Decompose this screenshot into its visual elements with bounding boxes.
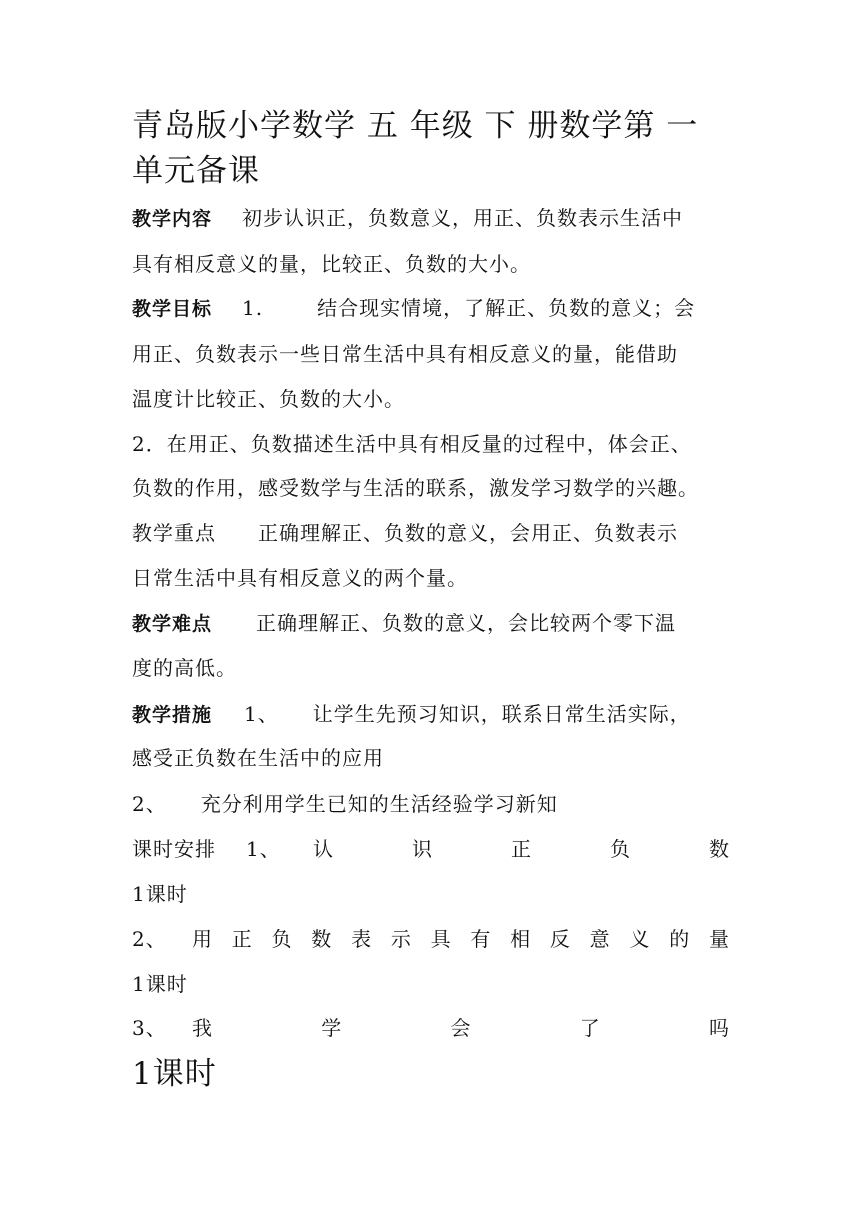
teaching-focus-row [132,518,730,548]
schedule-item-2-char: 表 [351,927,373,951]
teaching-goals-number-1: 1. [242,296,264,320]
schedule-item-3-char: 学 [321,1016,343,1040]
schedule-item-1-char: 数 [709,837,730,861]
teaching-difficulty-text-2: 度的高低。 [132,656,237,680]
schedule-item-3-title [192,1013,730,1043]
document-title-line-2: 单元备课 [132,153,260,189]
schedule-item-1-char: 负 [610,837,631,861]
schedule-row-3 [132,1013,730,1043]
document-title-line-1: 青岛版小学数学 五 年级 下 册数学第 一 [132,108,699,144]
schedule-item-2-char: 正 [231,927,253,951]
teaching-focus-label: 教学重点 [132,521,216,545]
teaching-focus-text-2: 日常生活中具有相反意义的两个量。 [132,566,468,590]
teaching-measures-text-2: 充分利用学生已知的生活经验学习新知 [200,792,558,816]
teaching-measures-text-1: 让学生先预习知识，联系日常生活实际， [312,702,691,726]
teaching-goals-item-2-line-2: 负数的作用，感受数学与生活的联系，激发学习数学的兴趣。 [132,476,699,500]
teaching-measures-row-2 [132,789,730,819]
teaching-goals-text-2: 用正、负数表示一些日常生活中具有相反意义的量，能借助 [132,342,678,366]
schedule-item-2-char: 具 [430,927,452,951]
schedule-item-1-number: 1、 [246,837,281,861]
teaching-difficulty-row [132,608,730,639]
teaching-focus-text-1: 正确理解正、负数的意义，会用正、负数表示 [258,521,678,545]
teaching-goals-item-2-line-1: 2．在用正、负数描述生活中具有相反量的过程中，体会正、 [132,432,692,456]
schedule-item-2-char: 量 [708,927,730,951]
schedule-item-2-char: 负 [271,927,293,951]
schedule-item-2-char: 意 [589,927,611,951]
schedule-item-1-hours: 1课时 [132,882,188,906]
teaching-goals-row [132,293,730,324]
schedule-item-2-char: 用 [192,927,213,951]
teaching-goals-text-3: 温度计比较正、负数的大小。 [132,387,405,411]
schedule-item-2-char: 相 [510,927,532,951]
teaching-content-label: 教学内容 [132,208,213,230]
teaching-measures-number-1: 1、 [244,702,279,726]
schedule-item-1-title [313,834,730,864]
teaching-content-text-2: 具有相反意义的量，比较正、负数的大小。 [132,252,531,276]
schedule-row-1 [132,834,730,864]
schedule-item-3-char: 我 [192,1016,213,1040]
teaching-goals-label: 教学目标 [132,298,213,320]
teaching-measures-number-2: 2、 [132,792,167,816]
teaching-content-row [132,203,730,234]
schedule-item-2-char: 有 [470,927,492,951]
schedule-item-2-char: 义 [629,927,651,951]
schedule-item-2-number: 2、 [132,927,167,951]
teaching-content-text-1: 初步认识正，负数意义，用正、负数表示生活中 [242,206,684,230]
teaching-measures-text-1-cont: 感受正负数在生活中的应用 [132,746,384,770]
teaching-measures-label: 教学措施 [132,704,213,726]
schedule-item-2-title [192,924,730,954]
schedule-item-2-char: 的 [669,927,691,951]
teaching-difficulty-text-1: 正确理解正、负数的意义，会比较两个零下温 [256,611,677,635]
schedule-row-2 [132,924,730,954]
teaching-difficulty-label: 教学难点 [132,613,213,635]
schedule-item-2-hours: 1课时 [132,972,188,996]
teaching-goals-text-1: 结合现实情境，了解正、负数的意义；会 [317,296,696,320]
schedule-item-3-number: 3、 [132,1016,167,1040]
schedule-item-1-char: 正 [511,837,532,861]
schedule-item-2-char: 数 [311,927,333,951]
schedule-item-3-char: 会 [450,1016,472,1040]
schedule-item-2-char: 示 [390,927,412,951]
schedule-item-3-char: 了 [579,1016,601,1040]
schedule-item-2-char: 反 [549,927,571,951]
schedule-item-3-char: 吗 [709,1016,730,1040]
schedule-item-1-char: 识 [412,837,433,861]
schedule-label: 课时安排 [132,837,216,861]
teaching-measures-row [132,699,730,730]
schedule-item-1-char: 认 [313,837,334,861]
schedule-item-3-hours: 1课时 [132,1056,217,1092]
